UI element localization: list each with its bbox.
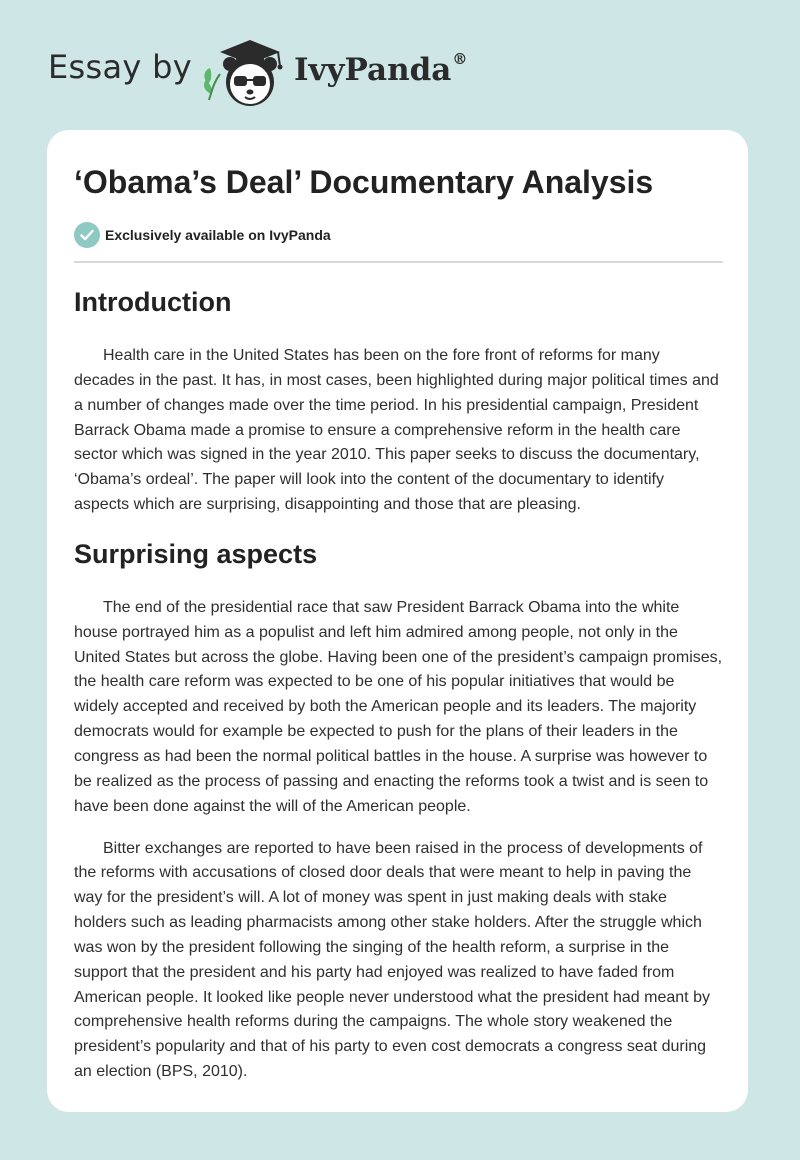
article-card: [47, 130, 748, 1112]
brand-name[interactable]: [294, 52, 467, 88]
title-divider: [74, 261, 723, 263]
paragraph: Bitter exchanges are reported to have been raised in the process of developments of the reforms with accusations of closed door deals that were meant to help in paving the way for the president’s will. A lot of money was spent in just making deals with stake holders such as leading pharmacists among other stake holders. After the struggle which was won by the president following the singing of the health reform, a surprise in the support that the president and his party had enjoyed was realized to have faded from American people. It looked like people never understood what the president had meant by comprehensive health reforms during the campaigns. The whole story weakened the president’s popularity and that of his party to even cost democrats a congress seat during an election (BPS, 2010).: [74, 839, 710, 1081]
section-heading-surprising-aspects: Surprising aspects: [74, 538, 318, 569]
article-body: [74, 280, 723, 1085]
paragraph: The end of the presidential race that saw President Barrack Obama into the white house portrayed him as a populist and left him admired among people, not only in the United States but across the globe. Having been one of the president’s campaign promises, the health care reform was expected to be one of his popular initiatives that would be widely accepted and received by both the American people and its leaders. The majority democrats would for example be expected to push for the plans of their leaders in the congress as had been the normal political battles in the house. A surprise was however to be realized as the process of passing and enacting the reforms took a twist and is seen to have been done against the will of the American people.: [74, 598, 723, 815]
exclusive-badge: [74, 222, 331, 248]
panda-graduate-logo-icon[interactable]: [200, 34, 290, 110]
badge-text: Exclusively available on IvyPanda: [105, 227, 331, 243]
check-circle-icon: [74, 222, 100, 248]
brand-prefix: Essay by: [48, 48, 192, 86]
article-title: ‘Obama’s Deal’ Documentary Analysis: [74, 164, 654, 200]
registered-mark: ®: [452, 50, 468, 68]
paragraph: Health care in the United States has been on the fore front of reforms for many decades in the past. It has, in most cases, been highlighted during major political times and a number of changes made over the time period. In his presidential campaign, President Barrack Obama made a promise to ensure a comprehensive reform in the health care sector which was signed in the year 2010. This paper seeks to discuss the documentary, ‘Obama’s ordeal’. The paper will look into the content of the documentary to identify aspects which are surprising, disappointing and those that are pleasing.: [74, 347, 719, 514]
site-header: [0, 0, 800, 118]
section-heading-introduction: Introduction: [74, 287, 232, 317]
brand-name-text: IvyPanda: [294, 52, 452, 88]
